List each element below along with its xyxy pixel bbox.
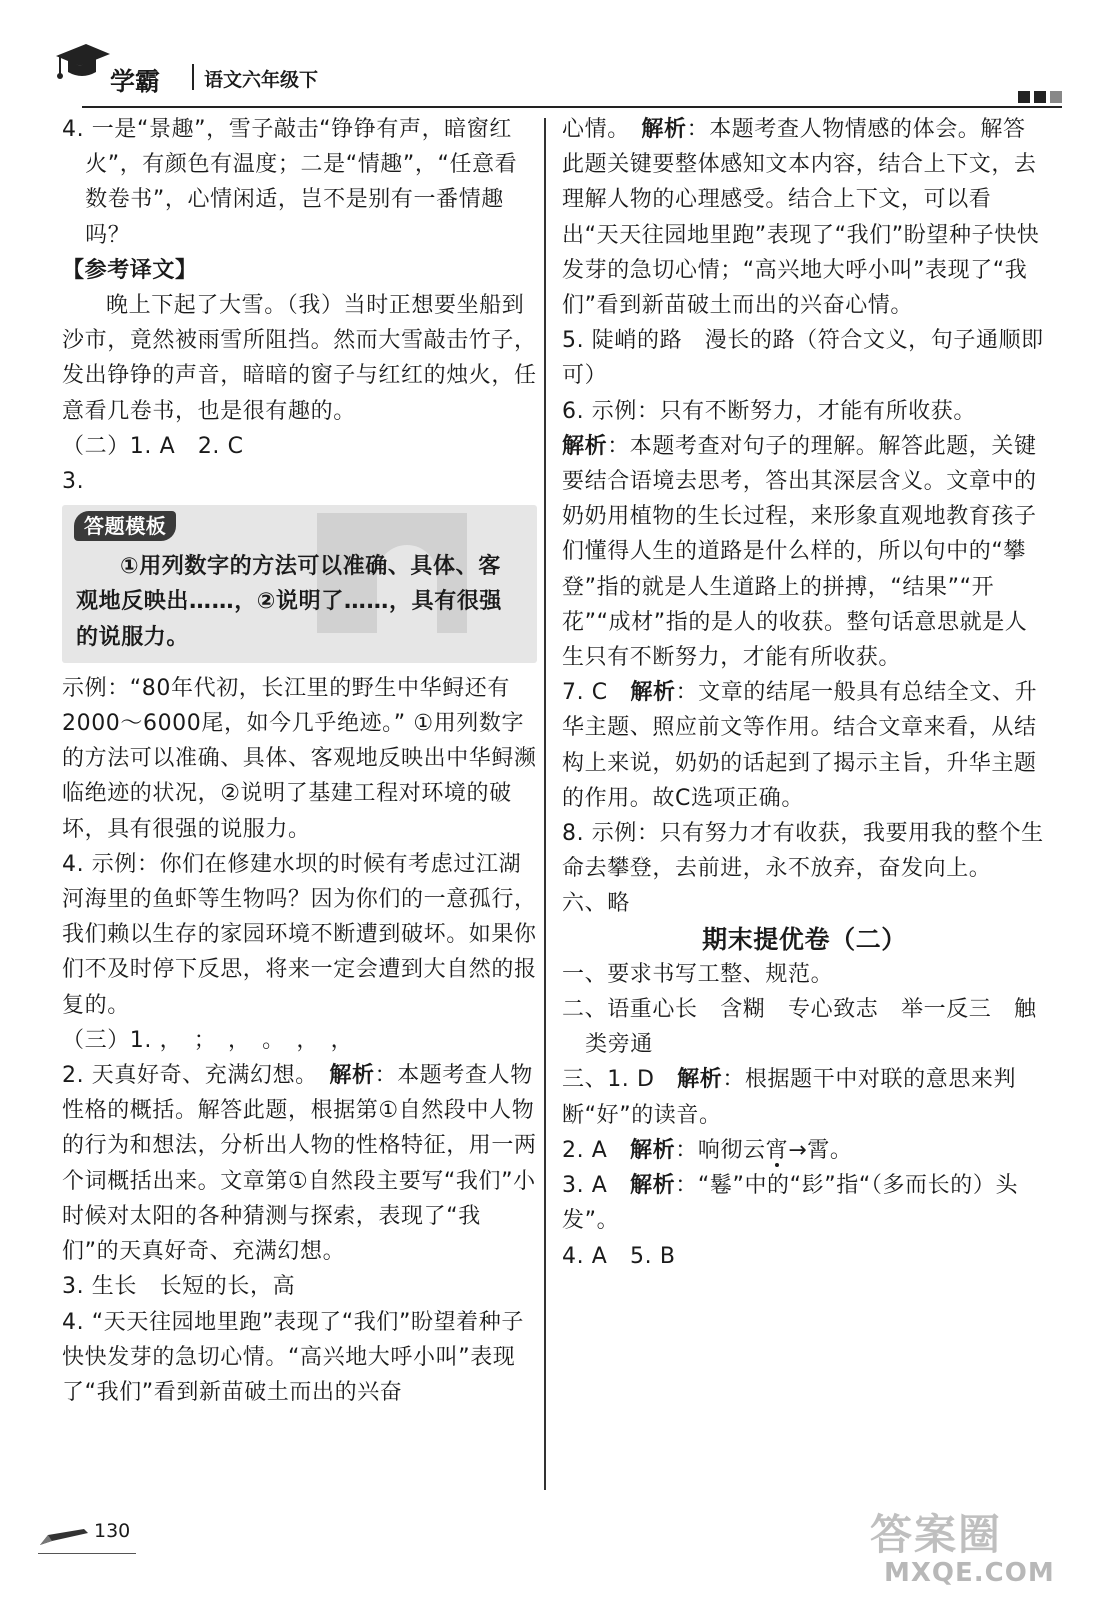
analysis-label: 解析 [630,1173,676,1199]
analysis-label: 解析 [677,1067,723,1093]
column-divider [544,118,546,1490]
answer-4-analysis: 心情。 解析：本题考查人物情感的体会。解答此题关键要整体感知文本内容，结合上下文，去理解人物的心理感受。结合上下文，可以看出“天天往园地里跑”表现了“我们”盼望种子快快发芽的急切心情；“高兴地大呼小叫”表现了“我们”看到新苗破土而出的兴奋心情。 [562,117,1040,319]
watermark-logo: 答案圈 [870,1510,1003,1559]
translation-heading: 【参考译文】 [62,257,198,283]
header-rule [82,106,1062,108]
answer-part3-1: （三）1. ， ； ， 。 ， ， [62,1027,354,1053]
analysis-label: 解析 [641,117,687,142]
header-separator [192,64,194,90]
answer-4-continued: 4. “天天往园地里跑”表现了“我们”盼望着种子快快发芽的急切心情。“高兴地大呼小叫”表现了“我们”看到新苗破土而出的兴奋 [62,1309,524,1405]
marked-character: 宵 [765,1137,789,1163]
answer-template-box [62,505,537,663]
template-tag: 答题模板 [74,511,176,541]
analysis-label: 解析 [630,680,676,706]
brand-title: 学霸 [110,67,161,96]
answer-5: 5. 陡峭的路 漫长的路（符合文义，句子通顺即可） [562,328,1044,389]
exam2-part3-1: 三、1. D 解析：根据题干中对联的意思来判断“好”的读音。 [562,1067,1017,1128]
header-decoration [1014,88,1062,107]
answer-part2-1-2: （二）1. A 2. C [62,433,244,459]
answer-4-example: 4. 示例：你们在修建水坝的时候有考虑过江湖河海里的鱼虾等生物吗？因为你们的一意孤行，我们赖以生存的家园环境不断遭到破坏。如果你们不及时停下反思，将来一定会遭到大自然的报复的。 [62,851,537,1018]
left-column [62,112,537,1410]
answer-8: 8. 示例：只有努力才有收获，我要用我的整个生命去攀登，去前进，永不放弃，奋发向上。 [562,821,1044,882]
graduation-cap-icon [52,38,112,94]
answer-3-label: 3. [62,469,85,495]
page-header [52,38,1062,108]
analysis-label: 解析 [562,433,608,459]
answer-3: 3. 生长 长短的长，高 [62,1274,296,1300]
translation-text: 晚上下起了大雪。（我）当时正想要坐船到沙市，竟然被雨雪所阻挡。然而大雪敲击竹子，发出铮铮的声音，暗暗的窗子与红红的烛火，任意看几卷书，也是很有趣的。 [62,293,537,424]
analysis-label: 解析 [630,1137,676,1163]
footer-rule [38,1553,136,1554]
answer-6-analysis: 解析：本题考查对句子的理解。解答此题，关键要结合语境去思考，答出其深层含义。文章中的奶奶用植物的生长过程，来形象直观地教育孩子们懂得人生的道路是什么样的，所以句中的“攀登”指的就是人生道路上的拼搏，“结果”“开花”“成材”指的是人的收获。整句话意思就是人生只有不断努力，才能有所收获。 [562,433,1037,671]
answer-6: 6. 示例：只有不断努力，才能有所收获。 [562,398,976,424]
subject-title: 语文六年级下 [204,69,319,91]
exam2-part1: 一、要求书写工整、规范。 [562,961,834,987]
watermark-url: MXQE.COM [884,1558,1055,1588]
pencil-icon [38,1527,90,1547]
right-column [562,112,1047,1274]
template-text: ①用列数字的方法可以准确、具体、客观地反映出……，②说明了……，具有很强的说服力。 [76,554,503,650]
page-number: 130 [94,1520,131,1542]
analysis-label: 解析 [329,1063,375,1089]
answer-part6: 六、略 [562,891,630,917]
exam2-part3-2: 2. A 解析：响彻云宵→霄。 [562,1137,853,1163]
answer-7: 7. C 解析：文章的结尾一般具有总结全文、升华主题、照应前文等作用。结合文章来看，从结构上来说，奶奶的话起到了揭示主旨，升华主题的作用。故C选项正确。 [562,680,1038,811]
answer-3-example: 示例：“80年代初，长江里的野生中华鲟还有2000～6000尾，如今几乎绝迹。” ①用列数字的方法可以准确、具体、客观地反映出中华鲟濒临绝迹的状况，②说明了基建工程对环境的破坏，具有很强的说服力。 [62,675,537,842]
exam2-part3-3: 3. A 解析：“鬈”中的“髟”指“（多而长的）头发”。 [562,1173,1019,1234]
exam2-part3-4-5: 4. A 5. B [562,1243,676,1269]
answer-4: 4. 一是“景趣”，雪子敲击“铮铮有声，暗窗红火”，有颜色有温度；二是“情趣”，“任意看数卷书”，心情闲适，岂不是别有一番情趣吗？ [62,117,518,248]
exam2-part2: 二、语重心长 含糊 专心致志 举一反三 触类旁通 [562,997,1037,1058]
answer-2: 2. 天真好奇、充满幻想。 解析：本题考查人物性格的概括。解答此题，根据第①自然段中人物的行为和想法，分析出人物的性格特征，用一两个词概括出来。文章第①自然段主要写“我们”小时候对太阳的各种猜测与探索，表现了“我们”的天真好奇、充满幻想。 [62,1063,537,1265]
watermark [870,1502,1080,1592]
section-title: 期末提优卷（二） [702,924,907,954]
